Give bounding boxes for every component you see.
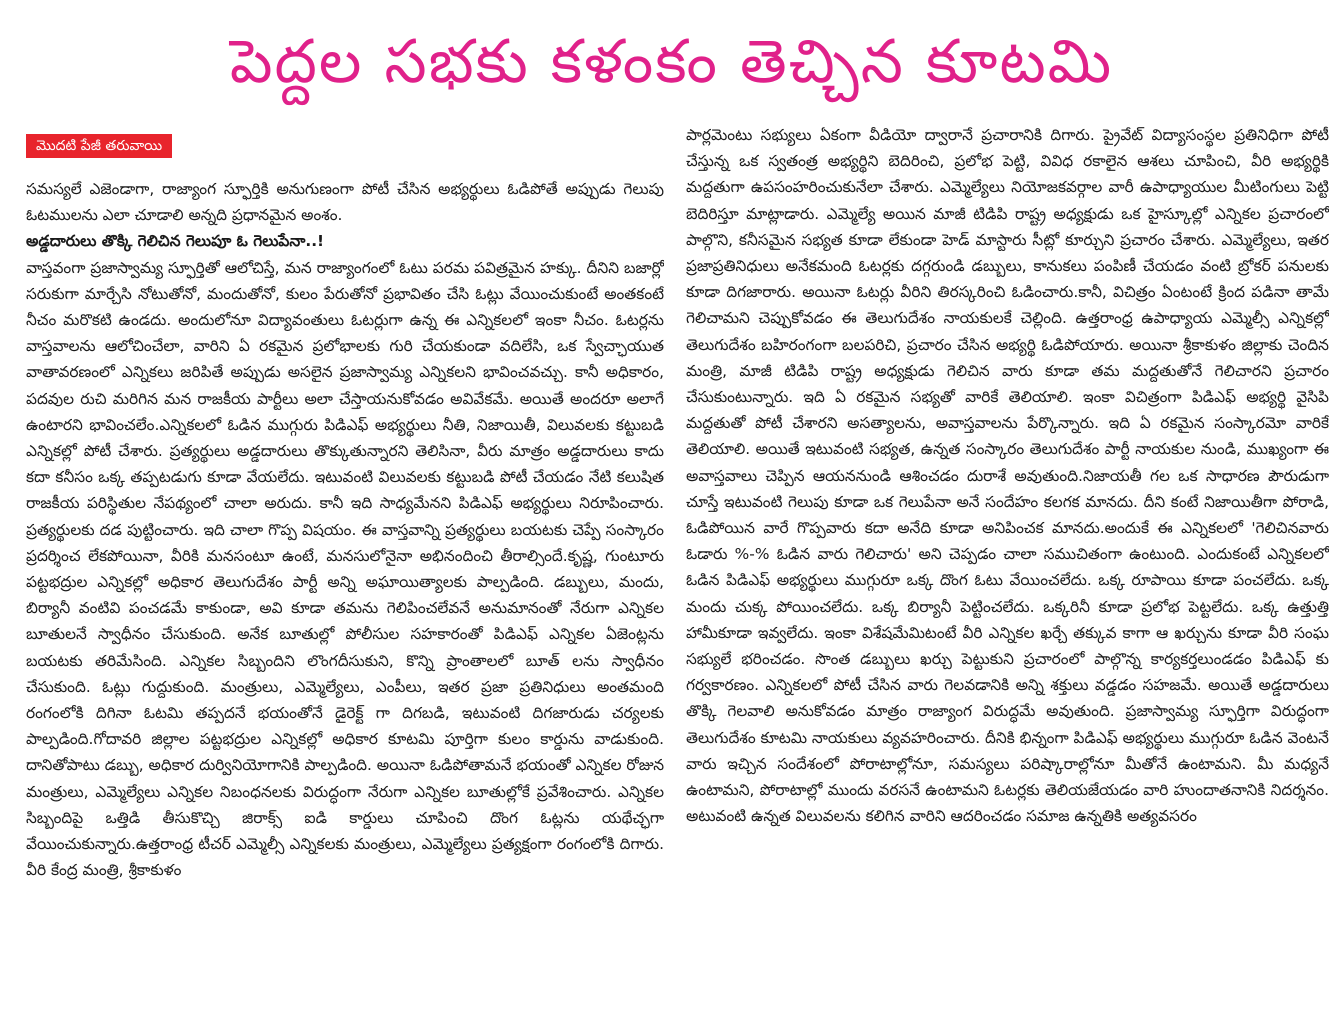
right-column xyxy=(686,122,1329,990)
right-body-paragraph: పార్లమెంటు సభ్యులు ఏకంగా వీడియో ద్వారానే ప్రచారానికి దిగారు. ప్రైవేట్ విద్యాసంస్థల ప్రతినిధిగా పోటీ చేస్తున్న ఒక స్వతంత్ర అభ్యర్థిని బెదిరించి, ప్రలోభ పెట్టి, వివిధ రకాలైన ఆశలు చూపించి, వీరి అభ్యర్థికి మద్దతుగా ఉపసంహరించుకునేలా చేశారు. ఎమ్మెల్యేలు నియోజకవర్గాల వారీ ఉపాధ్యాయుల మీటింగులు పెట్టి బెదిరిస్తూ మాట్లాడారు. ఎమ్మెల్యే అయిన మాజీ టిడిపి రాష్ట్ర అధ్యక్షుడు ఒక హైస్కూల్లో ఎన్నికల ప్రచారంలో పాల్గొని, కనీసమైన సభ్యత కూడా లేకుండా హెడ్ మాస్టారు సీట్లో కూర్చుని ప్రచారం చేశారు. ఎమ్మెల్యేలు, ఇతర ప్రజాప్రతినిధులు అనేకమంది ఓటర్లకు దగ్గరుండి డబ్బులు, కానుకలు పంపిణీ చేయడం వంటి బ్రోకర్ పనులకు కూడా దిగజారారు. అయినా ఓటర్లు వీరిని తిరస్కరించి ఓడించారు.కానీ, విచిత్రం ఏంటంటే క్రింద పడినా తామే గెలిచామని చెప్పుకోవడం ఈ తెలుగుదేశం నాయకులకే చెల్లింది. ఉత్తరాంధ్ర ఉపాధ్యాయ ఎమ్మెల్సీ ఎన్నికల్లో తెలుగుదేశం బహిరంగంగా బలపరిచి, ప్రచారం చేసిన అభ్యర్థి ఓడిపోయారు. అయినా శ్రీకాకుళం జిల్లాకు చెందిన మంత్రి, మాజీ టిడిపి రాష్ట్ర అధ్యక్షుడు గెలిచిన వారు కూడా తమ మద్దతుతోనే గెలిచారని ప్రచారం చేసుకుంటున్నారు. ఇది ఏ రకమైన సభ్యతో వారికే తెలియాలి. ఇంకా విచిత్రంగా పిడిఎఫ్ అభ్యర్థి వైసిపి మద్దతుతో పోటీ చేశారని అసత్యాలను, అవాస్తవాలను పేర్కొన్నారు. ఇది ఏ రకమైన సంస్కారమో వారికే తెలియాలి. అయితే ఇటువంటి సభ్యత, ఉన్నత సంస్కారం తెలుగుదేశం పార్టీ నాయకుల నుండి, ముఖ్యంగా ఈ అవాస్తవాలు చెప్పిన ఆయననుండి ఆశించడం దురాశే అవుతుంది.నిజాయతీ గల ఒక సాధారణ పౌరుడుగా చూస్తే ఇటువంటి గెలుపు కూడా ఒక గెలుపేనా అనే సందేహం కలగక మానదు. దీని కంటే నిజాయితీగా పోరాడి, ఓడిపోయిన వారే గొప్పవారు కదా అనేది కూడా అనిపించక మానదు.అందుకే ఈ ఎన్నికలలో 'గెలిచినవారు ఓడారు %-% ఓడిన వారు గెలిచారు' అని చెప్పడం చాలా సముచితంగా ఉంటుంది. ఎందుకంటే ఎన్నికలలో ఓడిన పిడిఎఫ్ అభ్యర్థులు ముగ్గురూ ఒక్క దొంగ ఓటు వేయించలేదు. ఒక్క రూపాయి కూడా పంచలేదు. ఒక్క మందు చుక్క పోయించలేదు. ఒక్క బిర్యానీ పెట్టించలేదు. ఒక్కరినీ కూడా ప్రలోభ పెట్టలేదు. ఒక్క ఉత్తుత్తి హామీకూడా ఇవ్వలేదు. ఇంకా విశేషమేమిటంటే వీరి ఎన్నికల ఖర్చే తక్కువ కాగా ఆ ఖర్చును కూడా వీరి సంఘ సభ్యులే భరించడం. సొంత డబ్బులు ఖర్చు పెట్టుకుని ప్రచారంలో పాల్గొన్న కార్యకర్తలుండడం పిడిఎఫ్ కు గర్వకారణం. ఎన్నికలలో పోటీ చేసిన వారు గెలవడానికి అన్ని శక్తులు వడ్డడం సహజమే. అయితే అడ్డదారులు తొక్కి గెలవాలి అనుకోవడం మాత్రం రాజ్యాంగ విరుద్ధమే అవుతుంది. ప్రజాస్వామ్య స్ఫూర్తిగా విరుద్ధంగా తెలుగుదేశం కూటమి నాయకులు వ్యవహరించారు. దీనికి భిన్నంగా పిడిఎఫ్ అభ్యర్థులు ముగ్గురూ ఓడిన వెంటనే వారు ఇచ్చిన సందేశంలో పోరాటాల్లోనూ, సమస్యలు పరిష్కారాల్లోనూ మీతోనే ఉంటామని. మీ మధ్యనే ఉంటామని, పోరాటాల్లో ముందు వరసనే ఉంటామని ఓటర్లకు తెలియజేయడం వారి హుందాతనానికి నిదర్శనం. అటువంటి ఉన్నత విలువలను కలిగిన వారిని ఆదరించడం సమాజ ఉన్నతికి అత్యవసరం xyxy=(686,126,1329,826)
headline: పెద్దల సభకు కళంకం తెచ్చిన కూటమి xyxy=(229,27,1114,97)
left-body-paragraph: వాస్తవంగా ప్రజాస్వామ్య స్ఫూర్తితో ఆలోచిస్తే, మన రాజ్యాంగంలో ఓటు పరమ పవిత్రమైన హక్కు. దీనిని బజార్లో సరుకుగా మార్చేసి నోటుతోనో, మందుతోనో, కులం పేరుతోనో ప్రభావితం చేసి ఓట్లు వేయించుకుంటే అంతకంటే నీచం మరొకటి ఉండదు. అందులోనూ విద్యావంతులు ఓటర్లుగా ఉన్న ఈ ఎన్నికలలో ఇంకా నీచం. ఓటర్లను వాస్తవాలను ఆలోచించేలా, వారిని ఏ రకమైన ప్రలోభాలకు గురి చేయకుండా వదిలేసి, ఒక స్వేచ్ఛాయుత వాతావరణంలో ఎన్నికలు జరిపితే అప్పుడు అసలైన ప్రజాస్వామ్య ఎన్నికలని భావించవచ్చు. కానీ అధికారం, పదవుల రుచి మరిగిన మన రాజకీయ పార్టీలు అలా చేస్తాయనుకోవడం అవివేకమే. అయితే అందరూ అలాగే ఉంటారని భావించలేం.ఎన్నికలలో ఓడిన ముగ్గురు పిడిఎఫ్ అభ్యర్థులు నీతి, నిజాయితీ, విలువలకు కట్టుబడి ఎన్నికల్లో పోటీ చేశారు. ప్రత్యర్థులు అడ్డదారులు తొక్కుతున్నారని తెలిసినా, వీరు మాత్రం అడ్డదారులు కాదు కదా కనీసం ఒక్క తప్పటడుగు కూడా వేయలేదు. ఇటువంటి విలువలకు కట్టుబడి పోటీ చేయడం నేటి కలుషిత రాజకీయ పరిస్థితుల నేపథ్యంలో చాలా అరుదు. కానీ ఇది సాధ్యమేనని పిడిఎఫ్ అభ్యర్థులు నిరూపించారు. ప్రత్యర్థులకు దడ పుట్టించారు. ఇది చాలా గొప్ప విషయం. ఈ వాస్తవాన్ని ప్రత్యర్థులు బయటకు చెప్పే సంస్కారం ప్రదర్శించ లేకపోయినా, వీరికి మనసంటూ ఉంటే, మనసులోనైనా అభినందించి తీరాల్సిందే.కృష్ణ, గుంటూరు పట్టభద్రుల ఎన్నికల్లో అధికార తెలుగుదేశం పార్టీ అన్ని అఘాయిత్యాలకు పాల్పడింది. డబ్బులు, మందు, బిర్యానీ వంటివి పంచడమే కాకుండా, అవి కూడా తమను గెలిపించలేవనే అనుమానంతో నేరుగా ఎన్నికల బూతులనే స్వాధీనం చేసుకుంది. అనేక బూతుల్లో పోలీసుల సహకారంతో పిడిఎఫ్ ఎన్నికల ఏజెంట్లను బయటకు తరిమేసింది. ఎన్నికల సిబ్బందిని లొంగదీసుకుని, కొన్ని ప్రాంతాలలో బూత్ లను స్వాధీనం చేసుకుంది. ఓట్లు గుద్దుకుంది. మంత్రులు, ఎమ్మెల్యేలు, ఎంపీలు, ఇతర ప్రజా ప్రతినిధులు అంతమంది రంగంలోకి దిగినా ఓటమి తప్పదనే భయంతోనే డైరెక్ట్ గా దిగబడి, ఇటువంటి దిగజారుడు చర్యలకు పాల్పడింది.గోదావరి జిల్లాల పట్టభద్రుల ఎన్నికల్లో అధికార కూటమి పూర్తిగా కులం కార్డును వాడుకుంది. దానితోపాటు డబ్బు, అధికార దుర్వినియోగానికి పాల్పడింది. అయినా ఓడిపోతామనే భయంతో ఎన్నికల రోజున మంత్రులు, ఎమ్మెల్యేలు ఎన్నికల నిబంధనలకు విరుద్ధంగా నేరుగా ఎన్నికల బూతుల్లోకే ప్రవేశించారు. ఎన్నికల సిబ్బందిపై ఒత్తిడి తీసుకొచ్చి జిరాక్స్ ఐడి కార్డులు చూపించి దొంగ ఓట్లను యథేచ్ఛగా వేయించుకున్నారు.ఉత్తరాంధ్ర టీచర్ ఎమ్మెల్సీ ఎన్నికలకు మంత్రులు, ఎమ్మెల్యేలు ప్రత్యక్షంగా రంగంలోకి దిగారు. వీరి కేంద్ర మంత్రి, శ్రీకాకుళం xyxy=(26,258,664,880)
subheading: అడ్డదారులు తొక్కి గెలిచిన గెలుపూ ఓ గెలుపేనా..! xyxy=(26,232,325,251)
intro-paragraph: సమస్యలే ఎజెండాగా, రాజ్యాంగ స్ఫూర్తికి అనుగుణంగా పోటీ చేసిన అభ్యర్థులు ఓడిపోతే అప్పుడు గెలుపు ఓటములను ఎలా చూడాలి అన్నది ప్రధానమైన అంశం. xyxy=(26,180,664,225)
continued-badge: మొదటి పేజీ తరువాయి xyxy=(26,134,172,158)
left-column xyxy=(26,132,664,1000)
